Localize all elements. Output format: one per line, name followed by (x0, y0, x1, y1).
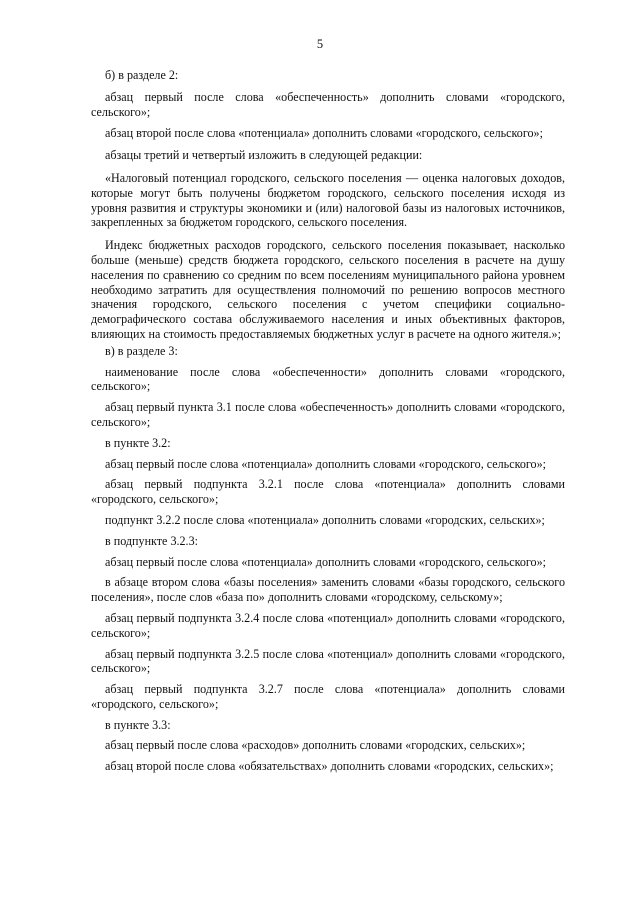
paragraph: абзац второй после слова «потенциала» дополнить словами «городского, сельского»; (105, 126, 543, 141)
quoted-paragraph: Индекс бюджетных расходов городского, сельского поселения показывает, насколько больше (меньше) средств бюджета городского, сельского поселения в расчете на душу населения по сравнению со средним по всем поселениям муниципального района уровнем необходимо затратить для осуществления полномочий по решению вопросов местного значения городского, сельского поселения с учетом специфики социально-демографического состава обслуживаемого населения и иных объективных факторов, влияющих на стоимость предоставляемых бюджетных услуг в расчете на одного жителя.»; (91, 238, 565, 341)
paragraph: в абзаце втором слова «базы поселения» заменить словами «базы городского, сельского поселения», после слов «база по» дополнить словами «городскому, сельскому»; (91, 575, 565, 605)
paragraph: наименование после слова «обеспеченности» дополнить словами «городского, сельского»; (91, 364, 565, 394)
paragraph: абзац первый пункта 3.1 после слова «обеспеченность» дополнить словами «городского, сельского»; (91, 400, 565, 429)
paragraph: абзац первый после слова «потенциала» дополнить словами «городского, сельского»; (105, 554, 546, 569)
paragraph: абзац первый после слова «потенциала» дополнить словами «городского, сельского»; (105, 456, 546, 471)
paragraph: абзац первый подпункта 3.2.1 после слова «потенциала» дополнить словами «городского, сельского»; (91, 477, 565, 507)
document-body (91, 68, 565, 774)
paragraph: абзац первый подпункта 3.2.7 после слова «потенциала» дополнить словами «городского, сельского»; (91, 682, 565, 711)
paragraph: абзац первый подпункта 3.2.5 после слова «потенциал» дополнить словами «городского, сельского»; (91, 646, 565, 676)
paragraph: абзацы третий и четвертый изложить в следующей редакции: (105, 148, 423, 163)
paragraph: абзац первый подпункта 3.2.4 после слова «потенциал» дополнить словами «городского, сельского»; (91, 610, 565, 640)
quoted-paragraph: «Налоговый потенциал городского, сельского поселения — оценка налоговых доходов, которые могут быть получены бюджетом городского, сельского поселения исходя из уровня развития и структуры экономики и (или) налоговой базы из налоговых источников, закрепленных за бюджетом городского, сельского поселения. (91, 170, 565, 230)
paragraph: абзац второй после слова «обязательствах» дополнить словами «городских, сельских»; (105, 759, 554, 774)
paragraph-section-2-heading: б) в разделе 2: (105, 68, 179, 82)
paragraph-section-3-heading: в) в разделе 3: (105, 343, 178, 358)
page-number: 5 (316, 37, 324, 51)
paragraph: в пункте 3.2: (105, 435, 171, 450)
paragraph: в пункте 3.3: (105, 717, 171, 732)
paragraph: в подпункте 3.2.3: (105, 533, 198, 548)
paragraph: абзац первый после слова «расходов» дополнить словами «городских, сельских»; (105, 738, 526, 753)
paragraph: абзац первый после слова «обеспеченность» дополнить словами «городского, сельского»; (91, 89, 565, 119)
paragraph: подпункт 3.2.2 после слова «потенциала» дополнить словами «городских, сельских»; (105, 512, 545, 527)
